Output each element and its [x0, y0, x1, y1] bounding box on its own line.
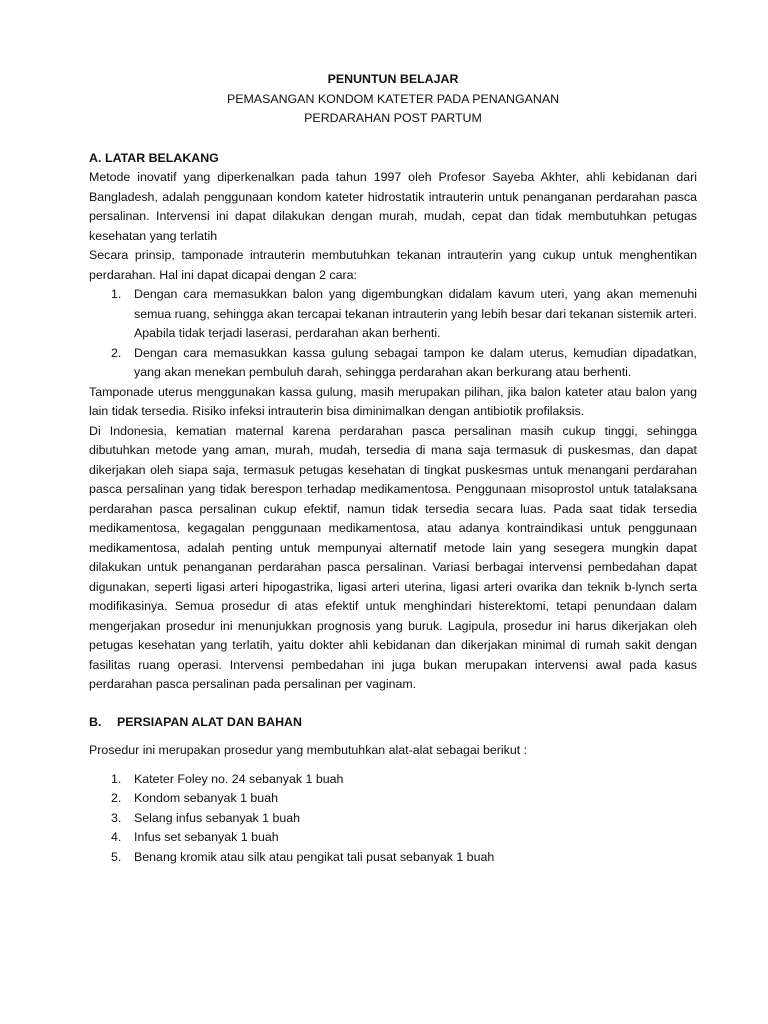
list-item [89, 285, 697, 344]
list-marker: 1. [111, 287, 122, 301]
title-line-1: PENUNTUN BELAJAR [327, 72, 459, 86]
document-page [89, 70, 697, 867]
section-a-paragraph-2: Secara prinsip, tamponade intrauterin membutuhkan tekanan intrauterin yang cukup untuk menghentikan perdarahan. Hal ini dapat dicapai dengan 2 cara: [89, 248, 697, 282]
list-item-text: Kondom sebanyak 1 buah [134, 791, 278, 805]
list-item-text: Kateter Foley no. 24 sebanyak 1 buah [134, 771, 344, 786]
section-a-title: LATAR BELAKANG [105, 150, 219, 165]
tamponade-methods-list [89, 285, 697, 383]
equipment-list [89, 770, 697, 868]
title-line-3: PERDARAHAN POST PARTUM [304, 111, 482, 125]
list-marker: 5. [111, 849, 122, 864]
section-a-paragraph-1: Metode inovatif yang diperkenalkan pada tahun 1997 oleh Profesor Sayeba Akhter, ahli kebidanan dari Bangladesh, adalah penggunaan kondom kateter hidrostatik intrauterin untuk penanganan perdarahan pasca persalinan. Intervensi ini dapat dilakukan dengan murah, mudah, cepat dan tidak membutuhkan petugas kesehatan yang terlatih [89, 170, 697, 243]
list-item [89, 809, 697, 829]
title-line-2: PEMASANGAN KONDOM KATETER PADA PENANGANAN [226, 91, 560, 106]
list-marker: 3. [111, 810, 122, 825]
section-b-intro: Prosedur ini merupakan prosedur yang membutuhkan alat-alat sebagai berikut : [89, 743, 528, 757]
list-item-text: Dengan cara memasukkan balon yang digembungkan didalam kavum uteri, yang akan memenuhi semua ruang, sehingga akan tercapai tekanan intrauterin yang lebih besar dari tekanan sistemik arteri. Apabila tidak terjadi laserasi, perdarahan akan berhenti. [134, 287, 697, 340]
list-item-text: Infus set sebanyak 1 buah [134, 830, 279, 844]
section-a-heading [89, 149, 697, 169]
section-b-number: B. [89, 714, 102, 729]
list-marker: 4. [111, 830, 122, 844]
list-item [89, 828, 697, 848]
list-item [89, 344, 697, 383]
list-item [89, 789, 697, 809]
document-title [89, 70, 697, 129]
list-marker: 2. [111, 345, 122, 360]
list-item-text: Selang infus sebanyak 1 buah [134, 810, 301, 825]
list-marker: 1. [111, 771, 122, 786]
list-item-text: Benang kromik atau silk atau pengikat tali pusat sebanyak 1 buah [134, 849, 495, 864]
section-a-paragraph-4: Di Indonesia, kematian maternal karena perdarahan pasca persalinan masih cukup tinggi, sehingga dibutuhkan metode yang aman, murah, mudah, tersedia di mana saja termasuk di puskesmas, dan dapat dikerjakan oleh siapa saja, termasuk petugas kesehatan di tingkat puskesmas untuk menangani perdarahan pasca persalinan yang tidak berespon terhadap medikamentosa. Penggunaan misoprostol untuk tatalaksana perdarahan pasca persalinan cukup efektif, namun tidak tersedia secara luas. Pada saat tidak tersedia medikamentosa, kegagalan penggunaan medikamentosa, atau adanya kontraindikasi untuk penggunaan medikamentosa, adalah penting untuk mempunyai alternatif metode lain yang sesegera mungkin dapat dilakukan untuk penanganan perdarahan pasca persalinan. Variasi berbagai intervensi pembedahan dapat digunakan, seperti ligasi arteri hipogastrika, ligasi arteri uterina, ligasi arteri ovarika dan teknik b-lynch serta modifikasinya. Semua prosedur di atas efektif untuk menghindari histerektomi, tetapi penundaan dalam mengerjakan prosedur ini menunjukkan prognosis yang buruk. Lagipula, prosedur ini harus dikerjakan oleh petugas kesehatan yang terlatih, yaitu dokter ahli kebidanan dan dikerjakan minimal di rumah sakit dengan fasilitas ruang operasi. Intervensi pembedahan ini juga bukan merupakan intervensi awal pada kasus perdarahan pasca persalinan pada persalinan per vaginam. [89, 423, 697, 691]
section-a-number: A. [89, 150, 102, 165]
list-item [89, 848, 697, 868]
list-item-text: Dengan cara memasukkan kassa gulung sebagai tampon ke dalam uterus, kemudian dipadatkan, yang akan menekan pembuluh darah, sehingga perdarahan akan berkurang atau berhenti. [134, 345, 697, 379]
section-b-heading [89, 713, 697, 733]
section-b-title: PERSIAPAN ALAT DAN BAHAN [117, 714, 302, 729]
list-marker: 2. [111, 791, 122, 805]
list-item [89, 770, 697, 790]
section-a-paragraph-3: Tamponade uterus menggunakan kassa gulung, masih merupakan pilihan, jika balon kateter atau balon yang lain tidak tersedia. Risiko infeksi intrauterin bisa diminimalkan dengan antibiotik profilaksis. [89, 384, 697, 418]
